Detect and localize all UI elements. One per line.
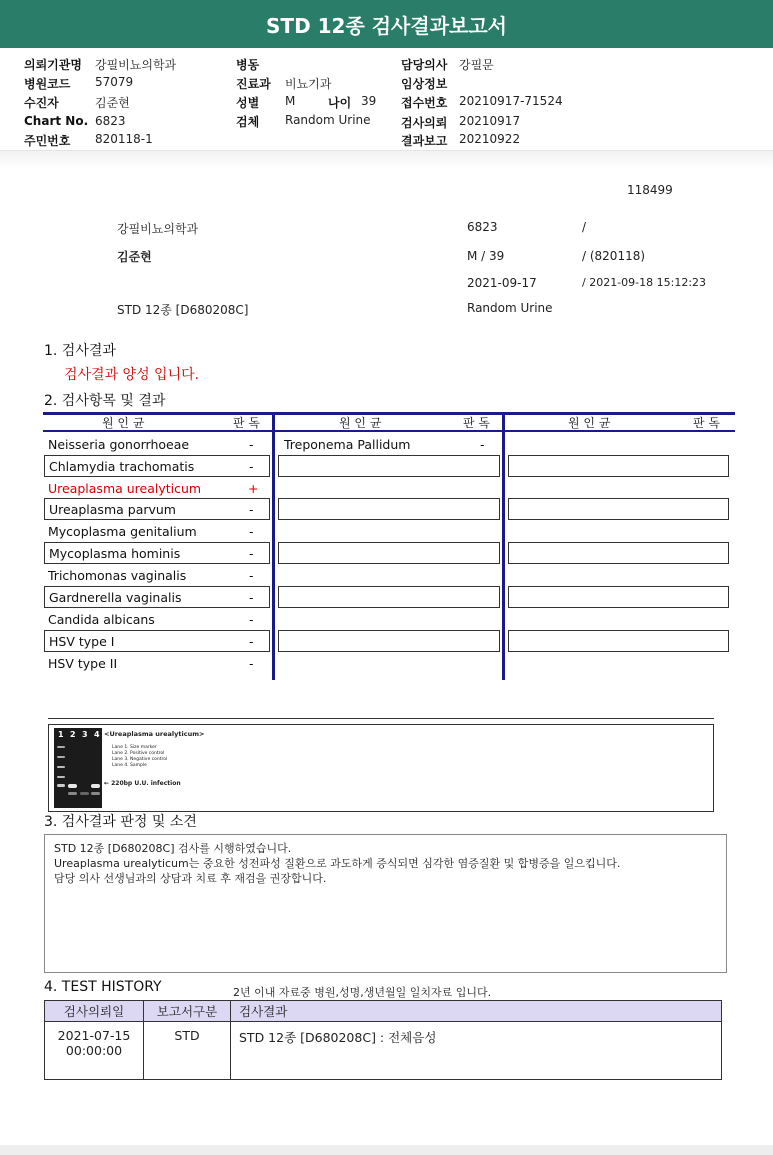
chart-no-label: Chart No. [24,114,89,128]
lane-number: 2 [70,730,76,739]
hospital-code-label: 병원코드 [24,77,71,91]
sex-value: M [285,94,296,108]
pathogen-name: HSV type II [48,656,118,671]
pathogen-result: - [249,459,254,474]
summary-birth: / (820118) [582,249,646,263]
comment-line: 담당 의사 선생님과의 상담과 치료 후 재검을 권장합니다. [54,872,327,885]
chart-no-value: 6823 [95,114,126,128]
pathogen-name: Mycoplasma hominis [49,546,181,561]
grid-header-pathogen: 원 인 균 [568,416,611,430]
pathogen-result: - [249,524,254,539]
pathogen-name: Treponema Pallidum [284,437,411,452]
receipt-no-label: 접수번호 [401,96,448,110]
grid-row-box [508,586,729,608]
gel-electrophoresis-image [54,728,102,808]
request-date-label: 검사의뢰 [401,116,448,130]
pathogen-name: Mycoplasma genitalium [48,524,197,539]
clinical-info-label: 임상정보 [401,77,448,91]
grid-col-separator [502,412,505,680]
gel-top-line [48,718,714,719]
ward-label: 병동 [236,58,260,72]
grid-row-box [278,586,500,608]
hospital-value: 강필비뇨의학과 [95,58,177,72]
doctor-value: 강필문 [459,58,494,72]
gel-legend: Lane 3. Negative control [112,757,168,762]
summary-test: STD 12종 [D680208C] [117,303,249,317]
history-date-cell [45,1022,144,1080]
grid-header-pathogen: 원 인 균 [102,416,145,430]
header-divider [0,150,773,170]
grid-row-box [278,630,500,652]
patient-label: 수진자 [24,96,59,110]
gel-legend: Lane 4. Sample [112,763,147,768]
grid-header-pathogen: 원 인 균 [339,416,382,430]
footer-band [0,1145,773,1155]
grid-header-result: 판 독 [463,416,490,430]
summary-specimen: Random Urine [467,301,553,315]
pathogen-name: Trichomonas vaginalis [48,568,187,583]
summary-chart: 6823 [467,220,498,234]
section3-title: 3. 검사결과 판정 및 소견 [44,814,197,830]
pathogen-name: Candida albicans [48,612,155,627]
receipt-no-value: 20210917-71524 [459,94,563,108]
section4-title: 4. TEST HISTORY [44,979,162,995]
gel-arrow-label: ← 220bp U.U. infection [104,780,181,787]
grid-row-box [508,542,729,564]
department-value: 비뇨기과 [285,77,332,91]
summary-date1: 2021-09-17 [467,276,537,290]
pathogen-name: Neisseria gonorrhoeae [48,437,190,452]
pathogen-name: Ureaplasma parvum [49,502,176,517]
specimen-value: Random Urine [285,113,371,127]
grid-row-box [508,630,729,652]
lane-number: 3 [82,730,88,739]
sex-label: 성별 [236,96,260,110]
history-header-result: 검사결과 [231,1001,722,1022]
comment-line: STD 12종 [D680208C] 검사를 시행하였습니다. [54,842,292,855]
doctor-label: 담당의사 [401,58,448,72]
history-header-date: 검사의뢰일 [45,1001,144,1022]
section2-title: 2. 검사항목 및 결과 [44,393,166,409]
lane-number: 1 [58,730,64,739]
table-row [45,1022,722,1080]
grid-row-box [278,455,500,477]
pathogen-name: Chlamydia trachomatis [49,459,195,474]
pathogen-result-positive: + [248,481,259,496]
summary-clinic: 강필비뇨의학과 [117,222,199,236]
pathogen-name: HSV type I [49,634,115,649]
pathogen-result: - [480,437,485,452]
pathogen-result: - [249,590,254,605]
pathogen-name: Gardnerella vaginalis [49,590,182,605]
pathogen-result: - [249,502,254,517]
section1-title: 1. 검사결과 [44,343,116,359]
comment-box [44,834,727,973]
grid-row-box [278,542,500,564]
gel-legend: Lane 2. Positive control [112,751,165,756]
hospital-code-value: 57079 [95,75,134,89]
grid-header-result: 판 독 [233,416,260,430]
report-date-label: 결과보고 [401,134,448,148]
resident-no-value: 820118-1 [95,132,153,146]
history-date: 2021-07-15 [57,1028,131,1043]
report-date-value: 20210922 [459,132,521,146]
grid-col-separator [272,412,275,680]
history-type: STD [144,1022,231,1080]
grid-row-box [278,498,500,520]
age-value: 39 [361,94,377,108]
grid-header-line [43,430,735,432]
resident-no-label: 주민번호 [24,134,71,148]
summary-date2: / 2021-09-18 15:12:23 [582,276,707,289]
history-result: STD 12종 [D680208C] : 전체음성 [231,1022,722,1080]
age-label: 나이 [328,96,352,110]
gel-title: <Ureaplasma urealyticum> [104,730,205,738]
gel-legend: Lane 1. Size marker [112,745,157,750]
grid-header-result: 판 독 [693,416,720,430]
positive-message: 검사결과 양성 입니다. [64,367,200,383]
report-title: STD 12종 검사결과보고서 [0,0,773,48]
summary-slash: / [582,220,587,234]
pathogen-result: - [249,612,254,627]
history-table [44,1000,722,1080]
pathogen-result: - [249,568,254,583]
patient-value: 김준현 [95,96,130,110]
hospital-label: 의뢰기관명 [24,58,82,72]
request-date-value: 20210917 [459,114,521,128]
specimen-label: 검체 [236,115,260,129]
grid-row-box [508,455,729,477]
pathogen-result: - [249,634,254,649]
comment-line: Ureaplasma urealyticum는 중요한 성전파성 질환으로 과도하게 증식되면 심각한 염증질환 및 합병증을 일으킵니다. [54,857,621,870]
summary-sex-age: M / 39 [467,249,505,263]
history-time: 00:00:00 [65,1043,123,1058]
pathogen-result: - [249,437,254,452]
history-note: 2년 이내 자료중 병원,성명,생년월일 일치자료 입니다. [233,986,492,999]
pathogen-result: - [249,656,254,671]
grid-top-line [43,412,735,415]
history-header-type: 보고서구분 [144,1001,231,1022]
pathogen-result: - [249,546,254,561]
pathogen-name-positive: Ureaplasma urealyticum [48,481,202,496]
department-label: 진료과 [236,77,271,91]
report-code: 118499 [627,183,673,197]
lane-number: 4 [94,730,100,739]
grid-row-box [508,498,729,520]
summary-name: 김준현 [117,250,152,264]
